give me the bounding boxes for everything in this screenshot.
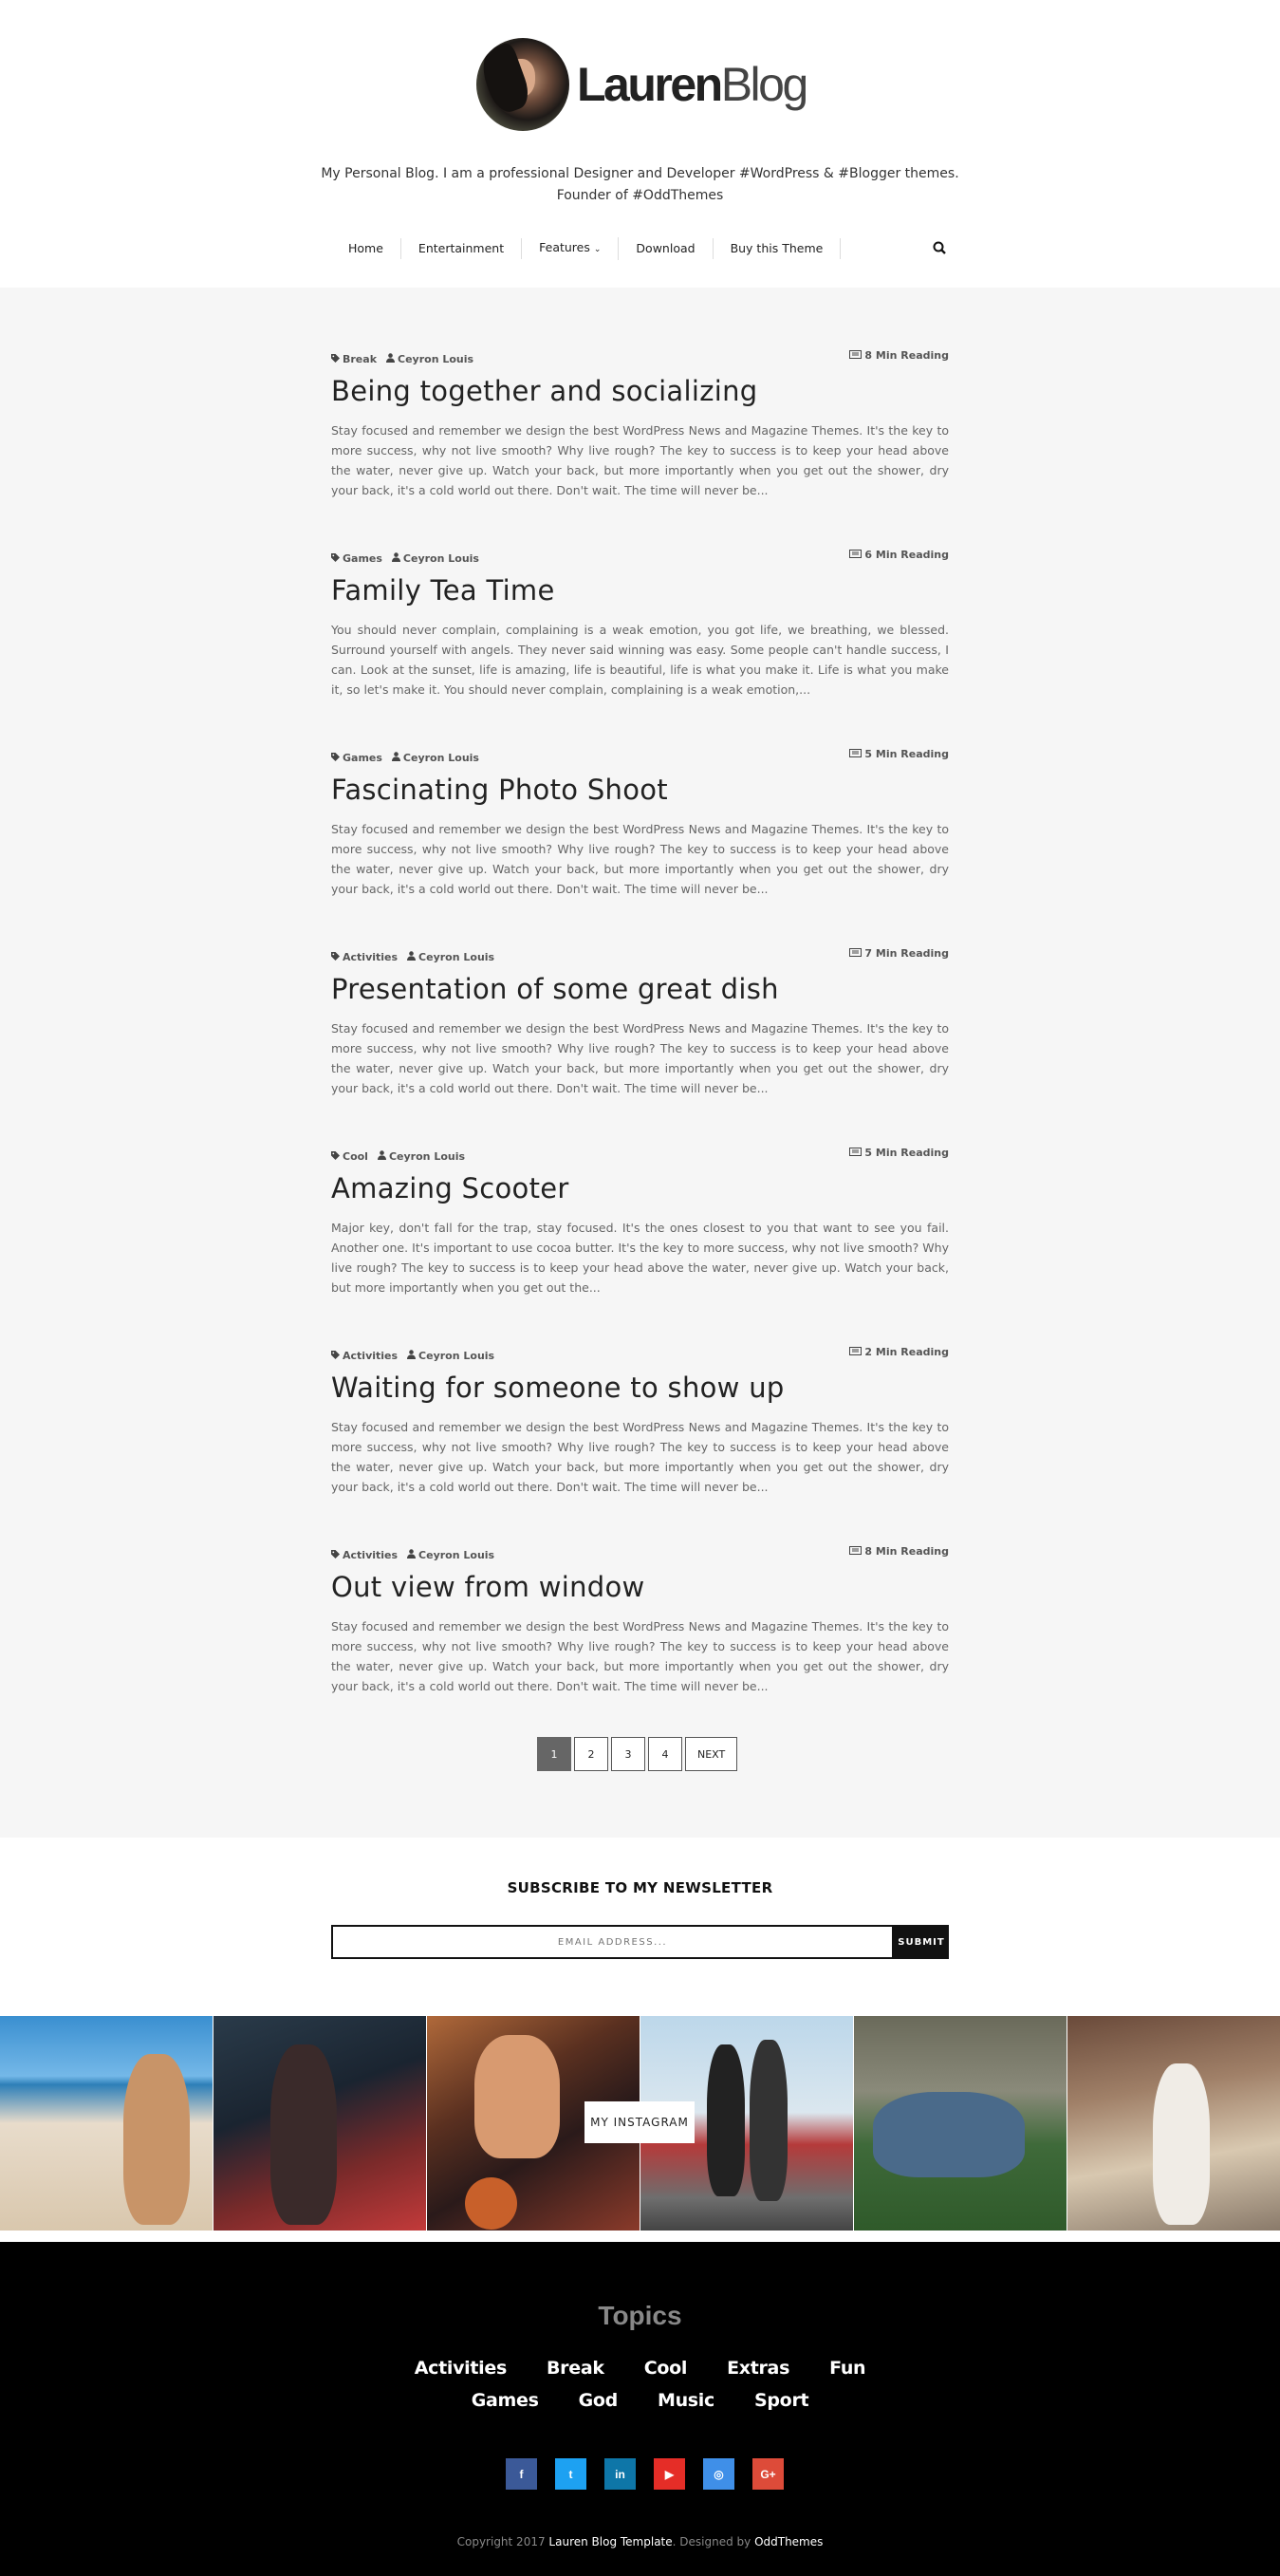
newspaper-icon [849, 947, 864, 960]
reading-time-label: 6 Min Reading [864, 548, 949, 561]
user-icon [378, 1150, 389, 1163]
post-category-label: Cool [343, 1149, 368, 1163]
logo-bold-text: Lauren [577, 58, 721, 111]
user-icon [392, 752, 403, 764]
newspaper-icon [849, 349, 864, 362]
post-category-label: Activities [343, 1548, 399, 1561]
page-1-button[interactable]: 1 [537, 1737, 571, 1771]
topic-link-games[interactable]: Games [471, 2390, 539, 2411]
post-author-label: Ceyron Louis [418, 1349, 495, 1362]
user-icon [407, 1549, 418, 1561]
topic-link-activities[interactable]: Activities [414, 2358, 507, 2379]
linkedin-icon[interactable]: in [604, 2458, 636, 2490]
my-instagram-button[interactable]: MY INSTAGRAM [584, 2101, 695, 2143]
user-icon [392, 552, 403, 565]
reading-time [849, 748, 949, 760]
post-category-label: Games [343, 551, 382, 565]
post-item [331, 747, 949, 899]
tagline-line-1: My Personal Blog. I am a professional Designer and Developer #WordPress & #Blogger themes. [321, 166, 959, 181]
post-item [331, 1544, 949, 1696]
reading-time-label: 8 Min Reading [864, 1544, 949, 1558]
tag-icon [331, 1549, 343, 1561]
copyright [0, 2535, 1280, 2548]
newspaper-icon [849, 1147, 864, 1159]
nav-item-features[interactable] [522, 237, 619, 260]
post-excerpt: Stay focused and remember we design the best WordPress News and Magazine Themes. It's the key to more success, why not live smooth? Why live rough? The key to success is to keep your head above the water, never give up. Watch your back, but more importantly when you get out the shower, dry your back, it's a cold world out there. Don't wait. The time will never be... [331, 423, 949, 497]
post-excerpt: Stay focused and remember we design the best WordPress News and Magazine Themes. It's the key to more success, why not live smooth? Why live rough? The key to success is to keep your head above the water, never give up. Watch your back, but more importantly when you get out the shower, dry your back, it's a cold world out there. Don't wait. The time will never be... [331, 1619, 949, 1693]
post-title[interactable]: Amazing Scooter [331, 1172, 569, 1204]
submit-button[interactable]: SUBMIT [894, 1925, 949, 1959]
newsletter-form [331, 1925, 949, 1959]
post-title[interactable]: Fascinating Photo Shoot [331, 774, 668, 806]
topics-title: Topics [598, 2301, 682, 2330]
site-header [0, 0, 1280, 288]
reading-time [849, 349, 949, 362]
topic-link-god[interactable]: God [578, 2390, 618, 2411]
post-excerpt: Stay focused and remember we design the best WordPress News and Magazine Themes. It's the key to more success, why not live smooth? Why live rough? The key to success is to keep your head above the water, never give up. Watch your back, but more importantly when you get out the shower, dry your back, it's a cold world out there. Don't wait. The time will never be... [331, 822, 949, 896]
newspaper-icon [849, 1346, 864, 1358]
reading-time [849, 1147, 949, 1159]
reading-time [849, 1346, 949, 1358]
copyright-prefix: Copyright 2017 [456, 2535, 549, 2548]
post-excerpt: You should never complain, complaining is a weak emotion, you got life, we breathing, we blessed. Surround yourself with angels. They never said winning was easy. Some people can't handle success, I can. Look at the sunset, life is amazing, life is beautiful, life is what you make it. Life is what you make it, so let's make it. You should never complain, complaining is a weak emotion,... [331, 623, 949, 697]
tag-icon [331, 552, 343, 565]
post-author-label: Ceyron Louis [418, 950, 495, 963]
twitter-icon[interactable]: t [555, 2458, 586, 2490]
post-category-label: Break [343, 352, 378, 365]
topic-link-fun[interactable]: Fun [829, 2358, 866, 2379]
google-plus-icon[interactable]: G+ [752, 2458, 784, 2490]
post-excerpt: Stay focused and remember we design the best WordPress News and Magazine Themes. It's the key to more success, why not live smooth? Why live rough? The key to success is to keep your head above the water, never give up. Watch your back, but more importantly when you get out the shower, dry your back, it's a cold world out there. Don't wait. The time will never be... [331, 1021, 949, 1095]
page-4-button[interactable]: 4 [648, 1737, 682, 1771]
post-category-label: Activities [343, 1349, 399, 1362]
tag-icon [331, 752, 343, 764]
post-author[interactable] [407, 1549, 494, 1561]
post-meta [331, 1148, 949, 1164]
post-author-label: Ceyron Louis [398, 352, 474, 365]
topics-row-1 [0, 2358, 1280, 2379]
post-meta [331, 1345, 949, 1363]
site-tagline [0, 163, 1280, 207]
post-meta [331, 548, 949, 566]
pagination [537, 1737, 740, 1771]
topic-link-extras[interactable]: Extras [727, 2358, 790, 2379]
post-excerpt: Major key, don't fall for the trap, stay focused. It's the ones closest to you that want to see you fail. Another one. It's important to use cocoa butter. It's the key to more success, why not live smooth? Why live rough? The key to success is to keep your head above the water, never give up. Watch your back, but more importantly when you get out the... [331, 1221, 949, 1295]
instagram-photo[interactable] [1067, 2016, 1280, 2231]
topic-link-cool[interactable]: Cool [643, 2358, 688, 2379]
copyright-mid: . Designed by [672, 2535, 755, 2548]
post-author-label: Ceyron Louis [388, 1149, 466, 1163]
post-category[interactable] [331, 353, 377, 365]
post-category[interactable] [331, 1350, 398, 1362]
post-author[interactable] [386, 353, 473, 365]
user-icon [386, 353, 398, 365]
post-meta [331, 1544, 949, 1562]
post-author[interactable] [407, 1350, 494, 1362]
post-title[interactable]: Being together and socializing [331, 375, 758, 407]
post-title[interactable]: Presentation of some great dish [331, 973, 779, 1005]
post-category-label: Activities [343, 950, 399, 963]
post-category[interactable] [331, 951, 398, 963]
post-meta [331, 747, 949, 765]
page-2-button[interactable]: 2 [574, 1737, 608, 1771]
newspaper-icon [849, 1545, 864, 1558]
user-icon [407, 1350, 418, 1362]
post-author[interactable] [392, 752, 479, 764]
oddthemes-link[interactable]: OddThemes [754, 2535, 824, 2548]
reading-time-label: 7 Min Reading [864, 946, 949, 960]
post-title[interactable]: Out view from window [331, 1571, 645, 1603]
newspaper-icon [849, 549, 864, 561]
tag-icon [331, 1150, 343, 1163]
tag-icon [331, 353, 343, 365]
post-title[interactable]: Family Tea Time [331, 574, 555, 607]
post-meta [331, 348, 949, 366]
post-category[interactable] [331, 1549, 398, 1561]
instagram-photo[interactable] [213, 2016, 427, 2231]
post-category[interactable] [331, 752, 382, 764]
reading-time-label: 2 Min Reading [864, 1345, 949, 1358]
instagram-icon[interactable]: ◎ [703, 2458, 734, 2490]
nav-item-entertainment[interactable]: Entertainment [401, 238, 522, 259]
user-icon [407, 951, 418, 963]
post-author[interactable] [407, 951, 494, 963]
newsletter-section [0, 1838, 1280, 2016]
site-footer [0, 2242, 1280, 2576]
post-title[interactable]: Waiting for someone to show up [331, 1372, 785, 1404]
reading-time-label: 5 Min Reading [864, 747, 949, 760]
search-icon[interactable] [931, 239, 950, 258]
post-author-label: Ceyron Louis [402, 751, 479, 764]
tag-icon [331, 951, 343, 963]
facebook-icon[interactable]: f [506, 2458, 537, 2490]
reading-time [849, 947, 949, 960]
logo-light-text: Blog [720, 58, 807, 111]
reading-time-label: 8 Min Reading [864, 348, 949, 362]
nav-item-home[interactable]: Home [331, 238, 401, 259]
nav-item-buy-theme[interactable]: Buy this Theme [714, 238, 842, 259]
topics-row-2 [0, 2390, 1280, 2411]
post-item [331, 348, 949, 500]
reading-time [849, 1545, 949, 1558]
post-excerpt: Stay focused and remember we design the best WordPress News and Magazine Themes. It's the key to more success, why not live smooth? Why live rough? The key to success is to keep your head above the water, never give up. Watch your back, but more importantly when you get out the shower, dry your back, it's a cold world out there. Don't wait. The time will never be... [331, 1420, 949, 1494]
topic-link-music[interactable]: Music [657, 2390, 714, 2411]
post-author[interactable] [378, 1150, 465, 1163]
nav-item-download[interactable]: Download [619, 238, 713, 259]
avatar [476, 38, 569, 131]
post-author[interactable] [392, 552, 479, 565]
topic-link-sport[interactable]: Sport [754, 2390, 809, 2411]
main-navigation [331, 235, 950, 262]
next-page-button[interactable]: NEXT [685, 1737, 737, 1771]
post-author-label: Ceyron Louis [402, 551, 479, 565]
instagram-photo[interactable] [854, 2016, 1067, 2231]
tagline-line-2: Founder of #OddThemes [556, 188, 724, 203]
newsletter-title: SUBSCRIBE TO MY NEWSLETTER [507, 1879, 773, 1896]
email-field[interactable] [331, 1925, 894, 1959]
post-item [331, 548, 949, 700]
page-3-button[interactable]: 3 [611, 1737, 645, 1771]
instagram-photo[interactable] [0, 2016, 213, 2231]
post-item [331, 946, 949, 1098]
lauren-blog-template-link[interactable]: Lauren Blog Template [548, 2535, 673, 2548]
topic-link-break[interactable]: Break [546, 2358, 604, 2379]
reading-time-label: 5 Min Reading [864, 1146, 949, 1159]
tag-icon [331, 1350, 343, 1362]
social-links [506, 2458, 802, 2490]
newspaper-icon [849, 748, 864, 760]
chevron-down-icon: ⌄ [593, 245, 602, 254]
post-author-label: Ceyron Louis [418, 1548, 495, 1561]
post-category-label: Games [343, 751, 382, 764]
youtube-icon[interactable]: ▶ [654, 2458, 685, 2490]
post-item [331, 1148, 949, 1297]
post-category[interactable] [331, 552, 382, 565]
post-meta [331, 946, 949, 964]
reading-time [849, 549, 949, 561]
nav-item-features-label: Features [539, 240, 590, 254]
post-category[interactable] [331, 1150, 368, 1163]
site-logo[interactable] [476, 38, 807, 131]
post-item [331, 1345, 949, 1497]
